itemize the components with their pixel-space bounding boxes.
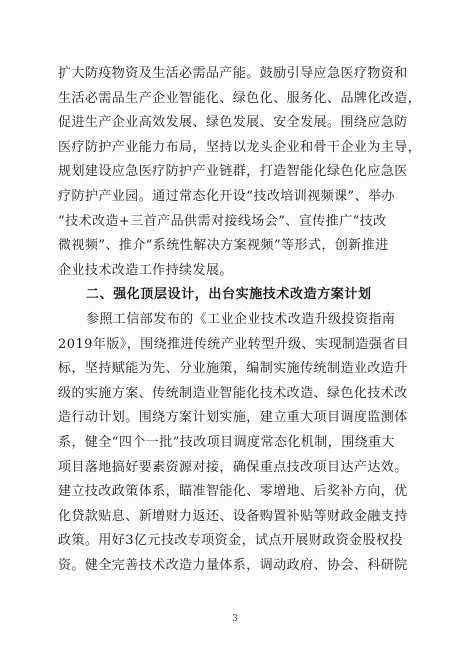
page-number: 3 (232, 614, 238, 624)
body-line: 标，坚持赋能为先、分业施策，编制实施传统制造业改造升 (58, 361, 408, 377)
body-line: 建立技改政策体系，瞄准智能化、零增地、后奖补方向，优 (58, 484, 408, 500)
body-line: 2019年版》，围绕推进传统产业转型升级、实现制造强省目 (58, 336, 410, 352)
body-line: 参照工信部发布的《工业企业技术改造升级投资指南 (86, 311, 396, 327)
body-line: 系，健全“四个一批”技改项目调度常态化机制，围绕重大 (58, 434, 395, 450)
body-line: 项目落地搞好要素资源对接，确保重点技改项目达产达效。 (58, 459, 408, 475)
body-line: “技术改造+三首产品供需对接线场会”、宣传推广“技改 (58, 213, 387, 229)
document-body (58, 62, 422, 578)
body-line: 生活必需品生产企业智能化、绿色化、服务化、品牌化改造， (58, 90, 422, 106)
body-line: 资。健全完善技术改造力量体系，调动政府、协会、科研院 (58, 557, 408, 573)
body-line: 企业技术改造工作持续发展。 (58, 262, 233, 278)
body-line: 微视频”、推介“系统性解决方案视频”等形式，创新推进 (58, 238, 389, 254)
body-line: 医疗防护产业能力布局，坚持以龙头企业和骨干企业为主导， (58, 139, 422, 155)
body-line: 促进生产企业高效发展、绿色发展、安全发展。围绕应急防 (58, 115, 408, 131)
body-line: 扩大防疫物资及生活必需品产能。鼓励引导应急医疗物资和 (58, 66, 408, 81)
section-heading: 二、强化顶层设计，出台实施技术改造方案计划 (86, 287, 372, 303)
body-line: 化贷款贴息、新增财力返还、设备购置补贴等财政金融支持 (58, 508, 408, 524)
body-line: 规划建设应急医疗防护产业链群，打造智能化绿色化应急医 (58, 164, 408, 180)
body-line: 疗防护产业园。通过常态化开设“技改培训视频课”、举办 (58, 188, 395, 204)
body-line: 级的实施方案、传统制造业智能化技术改造、绿色化技术改 (58, 385, 408, 401)
body-line: 政策。用好3亿元技改专项资金，试点开展财政资金股权投 (58, 533, 403, 549)
body-line: 造行动计划。围绕方案计划实施，建立重大项目调度监测体 (58, 410, 408, 426)
